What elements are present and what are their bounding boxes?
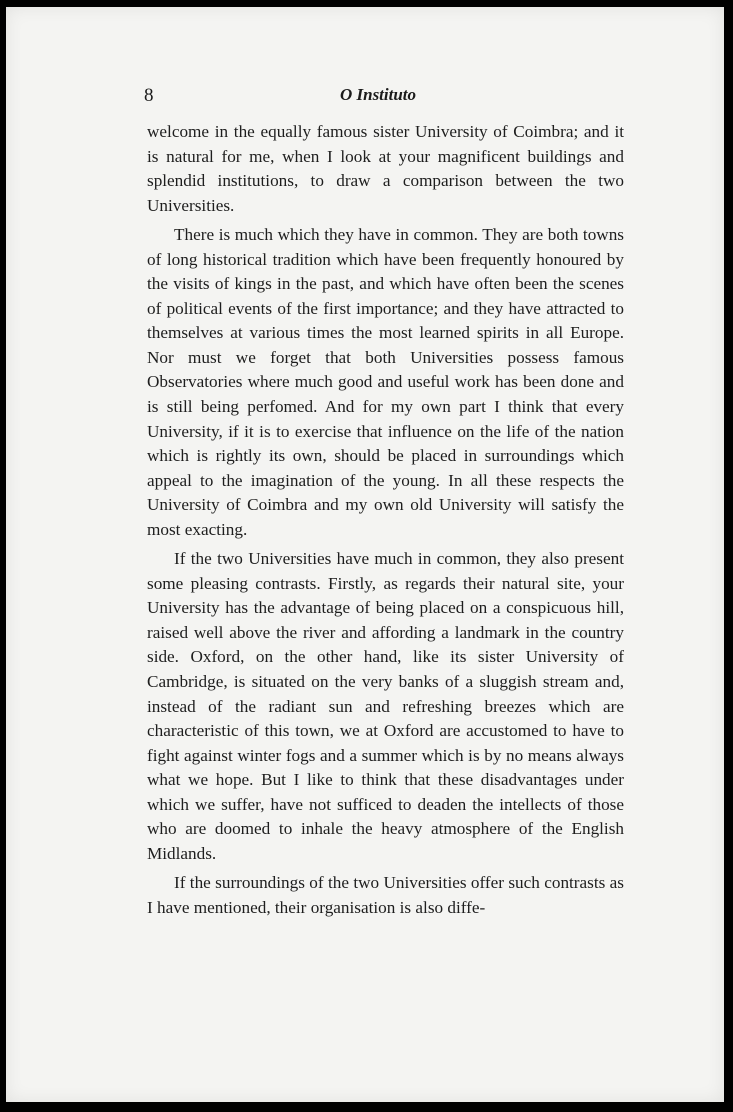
page-number: 8 — [144, 85, 154, 106]
page-header — [6, 85, 724, 111]
paragraph-1: welcome in the equally famous sister University of Coimbra; and it is natural for me, when I look at your magnificent buildings and splendid institutions, to draw a comparison between the two Universities. — [147, 122, 624, 215]
book-page — [6, 7, 724, 1102]
paragraph-2: There is much which they have in common. They are both towns of long historical tradition which have been frequently honoured by the visits of kings in the past, and which have often been the scenes of political events of the first importance; and they have attracted to themselves at various times the most learned spirits in all Europe. Nor must we forget that both Universities possess famous Observatories where much good and useful work has been done and is still being perfomed. And for my own part I think that every University, if it is to exercise that influence on the life of the nation which is rightly its own, should be placed in surroundings which appeal to the imagination of the young. In all these respects the University of Coimbra and my own old University will satisfy the most exacting. — [147, 225, 624, 539]
paragraph-4: If the surroundings of the two Universities offer such contrasts as I have mentioned, their organisation is also diffe- — [147, 873, 624, 917]
paragraph-3: If the two Universities have much in common, they also present some pleasing contrasts. Firstly, as regards their natural site, your University has the advantage of being placed on a conspicuous hill, raised well above the river and affording a landmark in the country side. Oxford, on the other hand, like its sister University of Cambridge, is situated on the very banks of a sluggish stream and, instead of the radiant sun and refreshing breezes which are characteristic of this town, we at Oxford are accustomed to have to fight against winter fogs and a summer which is by no means always what we hope. But I like to think that these disadvantages under which we suffer, have not sufficed to deaden the intellects of those who are doomed to inhale the heavy atmosphere of the English Midlands. — [147, 549, 624, 863]
running-title: O Instituto — [339, 85, 417, 104]
body-text — [147, 120, 624, 921]
